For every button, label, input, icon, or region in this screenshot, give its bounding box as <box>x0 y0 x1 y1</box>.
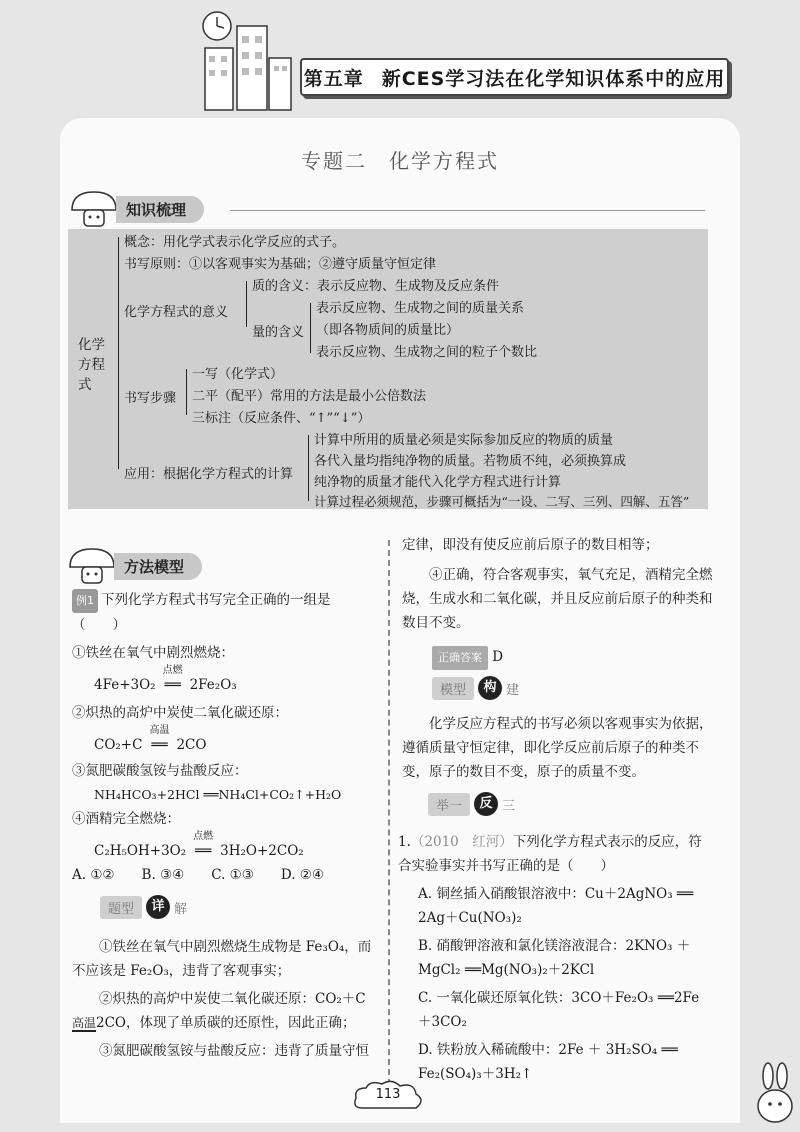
equation-2: CO₂+C 高温 ══ 2CO <box>94 725 207 753</box>
question-number: 1. <box>398 834 411 850</box>
tree-step-1: 一写（化学式） <box>192 367 284 382</box>
explanation-heading: 题型 详 解 <box>100 895 187 919</box>
tree-quantity-1: 表示反应物、生成物之间的质量关系 <box>316 301 525 316</box>
option-d: D. 铁粉放入稀硫酸中：2Fe ＋ 3H₂SO₄ ══ Fe₂(SO₄)₃＋3H₂↑ <box>418 1042 678 1082</box>
tree-app-2: 各代入量均指纯净物的质量。若物质不纯，必须换算成 <box>314 454 627 469</box>
answer-value: D <box>492 649 504 665</box>
method-heading <box>66 545 202 587</box>
question-stem: 下列化学方程式表示的反应，符合实验事实并书写正确的是（ ） <box>398 834 702 874</box>
page-number: 113 <box>375 1087 401 1102</box>
option-a: A. 铜丝插入硝酸银溶液中：Cu＋2AgNO₃ ══ 2Ag＋Cu(NO₃)₂ <box>418 886 694 926</box>
model-heading: 模型 构 建 <box>432 676 519 700</box>
tree-concept: 概念：用化学式表示化学反应的式子。 <box>124 235 346 250</box>
tree-app-4: 计算过程必须规范，步骤可概括为“一设、二写、三列、四解、五答” <box>314 494 690 509</box>
item-2: ②炽热的高炉中炭使二氧化碳还原： <box>72 705 288 721</box>
quantity-brace <box>310 303 311 353</box>
tree-steps-label: 书写步骤 <box>124 391 177 406</box>
right-column <box>402 533 714 670</box>
explanation-2b: 2CO，体现了单质碳的还原性，因此正确； <box>96 1015 356 1031</box>
column-divider <box>388 540 390 1095</box>
page-number-cloud <box>352 1078 424 1116</box>
explanation-2: ②炽热的高炉中炭使二氧化碳还原：CO₂＋C <box>99 991 366 1007</box>
tree-quality-meaning: 质的含义：表示反应物、生成物及反应条件 <box>252 279 500 294</box>
root-brace <box>118 237 119 469</box>
example-stem: 下列化学方程式书写完全正确的一组是 <box>101 592 331 608</box>
tree-quantity-label: 量的含义 <box>252 325 305 340</box>
example-answer-paren: （ ） <box>72 617 126 633</box>
answer-options: A. ①② B. ③④ C. ①③ D. ②④ <box>72 867 325 883</box>
tree-step-2: 二平（配平）常用的方法是最小公倍数法 <box>192 389 427 404</box>
tree-quantity-2: 表示反应物、生成物之间的粒子个数比 <box>316 345 538 360</box>
tree-app-label: 应用：根据化学方程式的计算 <box>124 467 294 482</box>
chapter-header <box>300 58 729 96</box>
knowledge-tree <box>68 229 708 509</box>
meaning-brace <box>246 281 247 327</box>
model-text: 化学反应方程式的书写必须以客观事实为依据，遵循质量守恒定律，即化学反应前后原子的种类不变，原子的数目不变，原子的质量不变。 <box>402 716 713 780</box>
question-source: （2010 红河） <box>410 834 513 850</box>
chapter-number: 第五章 <box>303 67 364 90</box>
item-1: ①铁丝在氧气中剧烈燃烧： <box>72 645 234 661</box>
item-3: ③氮肥碳酸氢铵与盐酸反应： <box>72 763 248 779</box>
chapter-title: 新CES学习法在化学知识体系中的应用 <box>381 67 726 90</box>
practice-question <box>398 830 714 1086</box>
mushroom-icon <box>68 188 120 230</box>
explanation-text <box>72 935 380 1063</box>
equation-3: NH₄HCO₃+2HCl ══NH₄Cl+CO₂↑+H₂O <box>94 787 342 802</box>
explanation-4: ④正确，符合客观事实，氧气充足，酒精完全燃烧，生成水和二氧化碳，并且反应前后原子的种类和数目不变。 <box>402 567 713 631</box>
tree-app-3: 纯净物的质量才能代入化学方程式进行计算 <box>314 475 562 490</box>
example-badge: 例1 <box>72 589 98 613</box>
tree-app-1: 计算中所用的质量必须是实际参加反应的物质的质量 <box>314 433 614 448</box>
heading-rule <box>230 210 705 211</box>
left-column <box>72 588 380 887</box>
explanation-3-cont: 定律，即没有使反应前后原子的数目相等； <box>402 537 659 553</box>
mushroom-icon <box>66 545 118 587</box>
item-4: ④酒精完全燃烧： <box>72 811 180 827</box>
bunny-illustration <box>752 1062 796 1124</box>
knowledge-heading-label: 知识梳理 <box>116 196 204 223</box>
topic-title: 专题二 化学方程式 <box>301 149 499 173</box>
method-heading-label: 方法模型 <box>114 553 202 580</box>
option-b: B. 硝酸钾溶液和氯化镁溶液混合：2KNO₃ ＋ MgCl₂ ══Mg(NO₃)₂＋2KCl <box>418 938 691 978</box>
knowledge-heading <box>68 188 204 230</box>
explanation-2-cond: 高温 <box>72 1016 97 1030</box>
practice-heading: 举一 反 三 <box>428 792 515 816</box>
option-c: C. 一氧化碳还原氧化铁：3CO＋Fe₂O₃ ══2Fe ＋3CO₂ <box>418 990 700 1030</box>
tree-principle: 书写原则：①以客观事实为基础；②遵守质量守恒定律 <box>124 257 437 272</box>
equation-1: 4Fe+3O₂ 点燃 ══ 2Fe₂O₃ <box>94 665 237 693</box>
explanation-1: ①铁丝在氧气中剧烈燃烧生成物是 Fe₃O₄，而不应该是 Fe₂O₃，违背了客观事实； <box>72 939 372 979</box>
tree-quantity-1b: （即各物质间的质量比） <box>316 323 460 338</box>
tree-meaning-label: 化学方程式的意义 <box>124 305 229 320</box>
equation-4: C₂H₅OH+3O₂ 点燃 ══ 3H₂O+2CO₂ <box>94 831 304 859</box>
explanation-3: ③氮肥碳酸氢铵与盐酸反应：违背了质量守恒 <box>99 1043 369 1059</box>
tree-step-3: 三标注（反应条件、“↑”“↓”） <box>192 411 371 426</box>
app-brace <box>308 435 309 501</box>
steps-brace <box>186 369 187 415</box>
tree-root: 化学方程式 <box>78 337 105 393</box>
answer-label: 正确答案 <box>432 646 488 670</box>
building-clock-illustration <box>195 8 295 113</box>
